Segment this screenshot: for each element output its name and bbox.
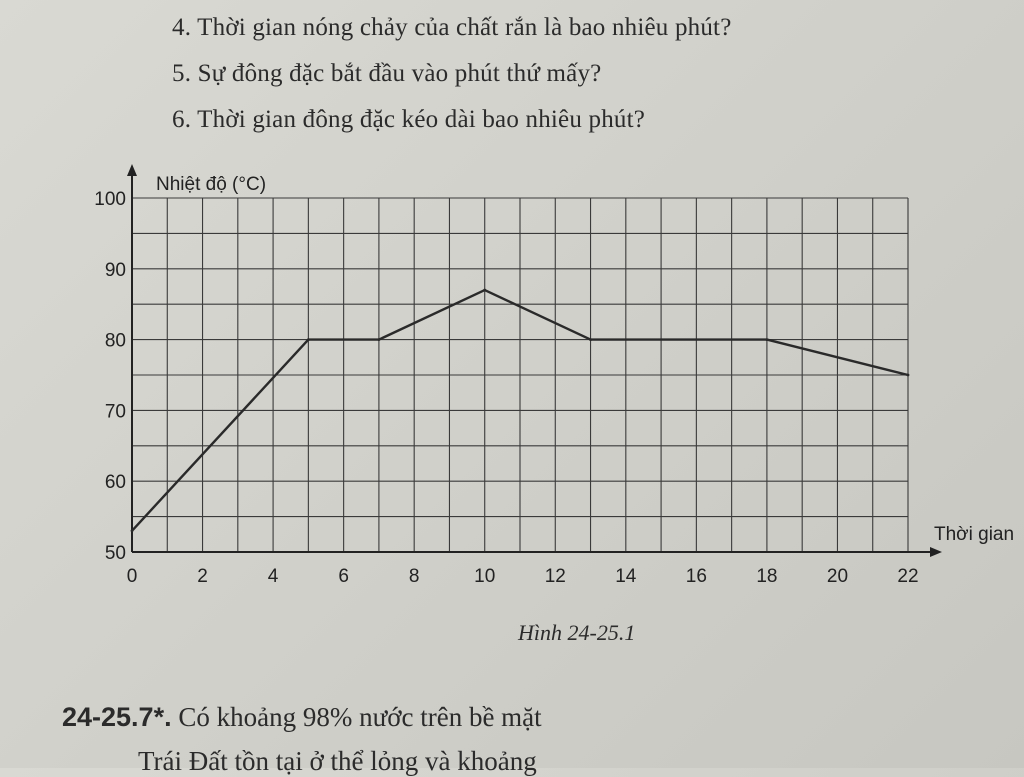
data-point: [131, 529, 134, 532]
x-tick-label: 4: [267, 566, 279, 587]
chart-grid: [132, 198, 908, 552]
y-axis-arrow: [127, 164, 137, 176]
x-axis-label: Thời gian: [934, 524, 1015, 545]
y-tick-label: 100: [94, 189, 126, 210]
x-tick-label: 6: [338, 566, 349, 587]
x-tick-label: 14: [615, 566, 637, 587]
x-tick-label: 12: [544, 566, 566, 587]
y-tick-label: 60: [104, 472, 126, 494]
figure-caption: Hình 24-25.1: [518, 620, 636, 645]
x-tick-label: 0: [126, 566, 138, 587]
y-tick-label: 80: [104, 330, 126, 352]
x-tick-label: 16: [685, 566, 707, 587]
x-axis-arrow: [930, 547, 942, 557]
exercise-number: 24-25.7*.: [62, 702, 172, 732]
question-6: 6. Thời gian đông đặc kéo dài bao nhiêu phút?: [172, 106, 646, 133]
x-tick-label: 8: [408, 566, 420, 587]
x-tick-label: 20: [826, 566, 849, 587]
x-tick-label: 18: [756, 566, 778, 587]
exercise-24-25-7: [62, 702, 542, 733]
x-tick-label: 22: [897, 566, 919, 587]
tick-labels: [94, 189, 918, 587]
y-axis-label: Nhiệt độ (°C): [156, 174, 267, 195]
x-tick-label: 10: [474, 566, 496, 587]
question-4: 4. Thời gian nóng chảy của chất rắn là bao nhiêu phút?: [172, 14, 732, 41]
data-point: [589, 338, 592, 341]
data-point: [766, 338, 769, 341]
y-tick-label: 50: [104, 543, 126, 564]
data-point: [907, 374, 910, 377]
exercise-next-line: Trái Đất tồn tại ở thể lỏng và khoảng: [138, 746, 537, 776]
x-tick-label: 2: [197, 566, 208, 587]
question-5: 5. Sự đông đặc bắt đầu vào phút thứ mấy?: [172, 60, 602, 87]
y-tick-label: 90: [104, 259, 126, 281]
data-point: [483, 289, 486, 292]
chart-axes: [127, 164, 942, 557]
y-tick-label: 70: [104, 401, 126, 423]
data-point: [378, 338, 381, 341]
exercise-text: Có khoảng 98% nước trên bề mặt: [171, 702, 542, 732]
data-point: [307, 338, 310, 341]
